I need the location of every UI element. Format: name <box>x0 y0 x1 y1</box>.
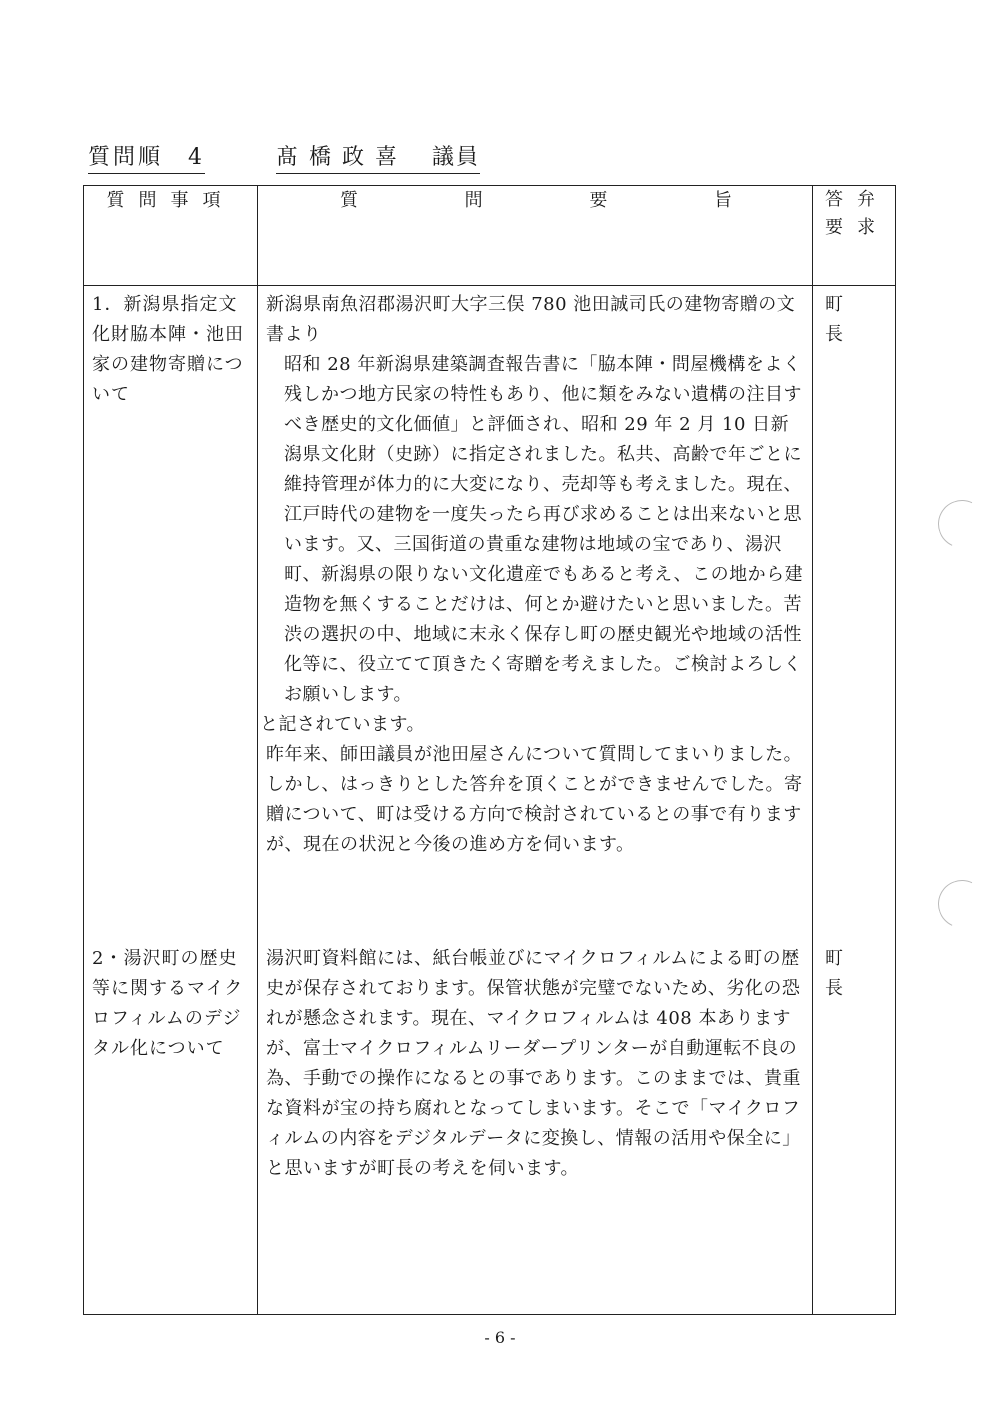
header-gist-char: 問 <box>464 190 483 211</box>
table-body-row <box>84 286 896 1315</box>
header-topic <box>84 186 258 286</box>
paragraph: 湯沢町資料館には、紙台帳並びにマイクロフィルムによる町の歴史が保存されております。保管状態が完璧でないため、劣化の恐れが懸念されます。現在、マイクロフィルムは 408 本ありますが、富士マイクロフィルムリーダープリンターが自動運転不良の為、手動での操作になるとの事であります。このままでは、貴重な資料が宝の持ち腐れとなってしまいます。そこで「マイクロフィルムの内容をデジタルデータに変換し、情報の活用や保全に」と思いますが町長の考えを伺います。 <box>266 948 802 1179</box>
topic-2: 2・湯沢町の歴史等に関するマイクロフィルムのデジタル化について <box>92 948 244 1059</box>
punch-hole-mark <box>931 493 993 555</box>
paragraph: 新潟県南魚沼郡湯沢町大字三俣 780 池田誠司氏の建物寄贈の文書より <box>266 294 796 345</box>
header-gist <box>258 186 813 286</box>
councilor-name: 髙 橋 政 喜 議員 <box>276 140 480 174</box>
header-gist-char: 質 <box>340 190 358 211</box>
paragraph: と記されています。 <box>260 714 426 735</box>
header-topic-label: 質問事項 <box>106 190 235 211</box>
question-table <box>83 185 896 1315</box>
paragraph: 昨年来、師田議員が池田屋さんについて質問してまいりました。しかし、はっきりとした答弁を頂くことができませんでした。寄贈について、町は受ける方向で検討されているとの事で有りますが、現在の状況と今後の進め方を伺います。 <box>266 744 803 855</box>
page-number: - 6 - <box>484 1328 516 1347</box>
header-gist-char: 要 <box>589 190 608 211</box>
punch-hole-mark <box>931 873 993 935</box>
header-answer-label: 答弁要求 <box>825 189 889 238</box>
answer-2: 町長 <box>825 948 861 999</box>
answer-1: 町長 <box>825 294 861 345</box>
question-1-text <box>258 286 812 940</box>
topic-cell <box>84 286 258 1315</box>
paragraph: 昭和 28 年新潟県建築調査報告書に「脇本陣・問屋機構をよく残しかつ地方民家の特性もあり、他に類をみない遺構の注目すべき歴史的文化価値」と評価され、昭和 29 年 2 月 10 日新潟県文化財（史跡）に指定されました。私共、高齢で年ごとに維持管理が体力的に大変になり、売却等も考えました。現在、江戸時代の建物を一度失ったら再び求めることは出来ないと思います。又、三国街道の貴重な建物は地域の宝であり、湯沢町、新潟県の限りない文化遺産でもあると考え、この地から建造物を無くすることだけは、何とか避けたいと思いました。苦渋の選択の中、地域に末永く保存し町の歴史観光や地域の活性化等に、役立てて頂きたく寄贈を考えました。ご検討よろしくお願いします。 <box>284 354 804 705</box>
header-answer <box>813 186 896 286</box>
question-2-text <box>258 940 812 1184</box>
topic-1: 1．新潟県指定文化財脇本陣・池田家の建物寄贈について <box>92 294 244 405</box>
gist-cell <box>258 286 813 1315</box>
table-header-row <box>84 186 896 286</box>
header-gist-char: 旨 <box>713 190 732 211</box>
question-order: 質問順 4 <box>88 140 205 174</box>
answer-cell <box>813 286 896 1315</box>
